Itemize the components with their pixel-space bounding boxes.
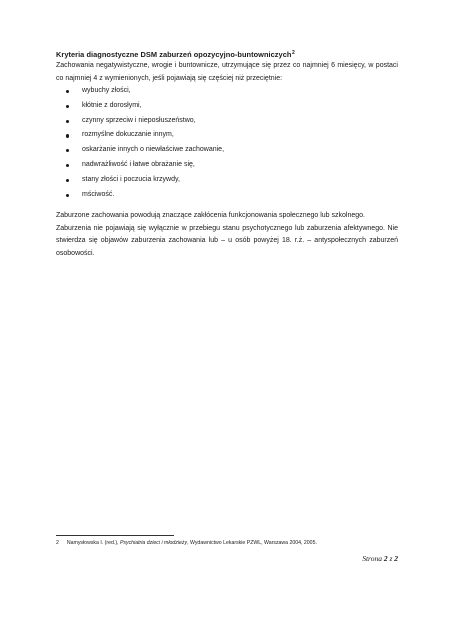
list-item <box>56 143 386 158</box>
list-item-text: stany złości i poczucia krzywdy, <box>82 175 180 183</box>
list-item-text: kłótnie z dorosłymi, <box>82 101 142 109</box>
list-item-text: czynny sprzeciw i nieposłuszeństwo, <box>82 116 196 124</box>
list-item <box>56 158 386 173</box>
list-item <box>56 114 386 129</box>
footnote-book-title: Psychiatria dzieci i młodzieży <box>119 540 188 546</box>
bullet-icon <box>66 120 69 123</box>
footnote-publisher: , Wydawnictwo Lekarskie PZWL, Warszawa 2004, 2005. <box>187 540 317 546</box>
page-number-label: Strona <box>362 554 384 563</box>
list-item <box>56 173 386 188</box>
footnote <box>56 540 317 546</box>
list-item-text: nadwrażliwość i łatwe obrażanie się, <box>82 160 195 168</box>
symptom-list <box>56 84 386 202</box>
list-item-text: oskarżanie innych o niewłaściwe zachowanie, <box>82 146 225 154</box>
footnote-authors: Namysłowska I. (red.), <box>66 540 120 546</box>
bullet-icon <box>66 179 69 182</box>
list-item <box>56 128 386 143</box>
bullet-icon <box>66 105 69 108</box>
section-heading <box>56 50 295 59</box>
consequences-paragraph <box>56 210 398 260</box>
bullet-icon <box>66 194 69 197</box>
page-number-separator: z <box>387 554 395 563</box>
intro-paragraph: Zachowania negatywistyczne, wrogie i buntownicze, utrzymujące się przez co najmniej 6 miesięcy, w postaci co najmniej 4 z wymienionych, jeśli pojawiają się częściej niż przeciętnie: <box>56 62 398 82</box>
section-heading-text: Kryteria diagnostyczne DSM zaburzeń opozycyjno-buntowniczych <box>56 50 292 59</box>
consequences-line: Zaburzone zachowania powodują znaczące zakłócenia funkcjonowania społecznego lub szkolnego. <box>56 212 365 219</box>
list-item-text: wybuchy złości, <box>82 87 131 94</box>
page-number-total: 2 <box>394 554 398 563</box>
page-number-current: 2 <box>383 554 388 563</box>
footnote-reference[interactable]: 2 <box>291 50 295 56</box>
bullet-icon <box>66 90 69 93</box>
list-item <box>56 188 386 203</box>
list-item <box>56 99 386 114</box>
exclusions-text: Zaburzenia nie pojawiają się wyłącznie w przebiegu stanu psychotycznego lub zaburzenia afektywnego. Nie stwierdza się objawów zaburzenia zachowania lub – u osób powyżej 18. r.ż. – antyspołecznych zaburzeń osobowości. <box>56 224 398 257</box>
list-item-text: mściwość. <box>82 190 115 198</box>
list-item-text: rozmyślne dokuczanie innym, <box>82 131 174 139</box>
footnote-separator <box>56 535 174 536</box>
bullet-icon <box>66 134 69 137</box>
bullet-icon <box>66 164 69 167</box>
page-number <box>362 554 398 563</box>
list-item <box>56 84 386 99</box>
footnote-number: 2 <box>56 540 59 546</box>
bullet-icon <box>66 149 69 152</box>
